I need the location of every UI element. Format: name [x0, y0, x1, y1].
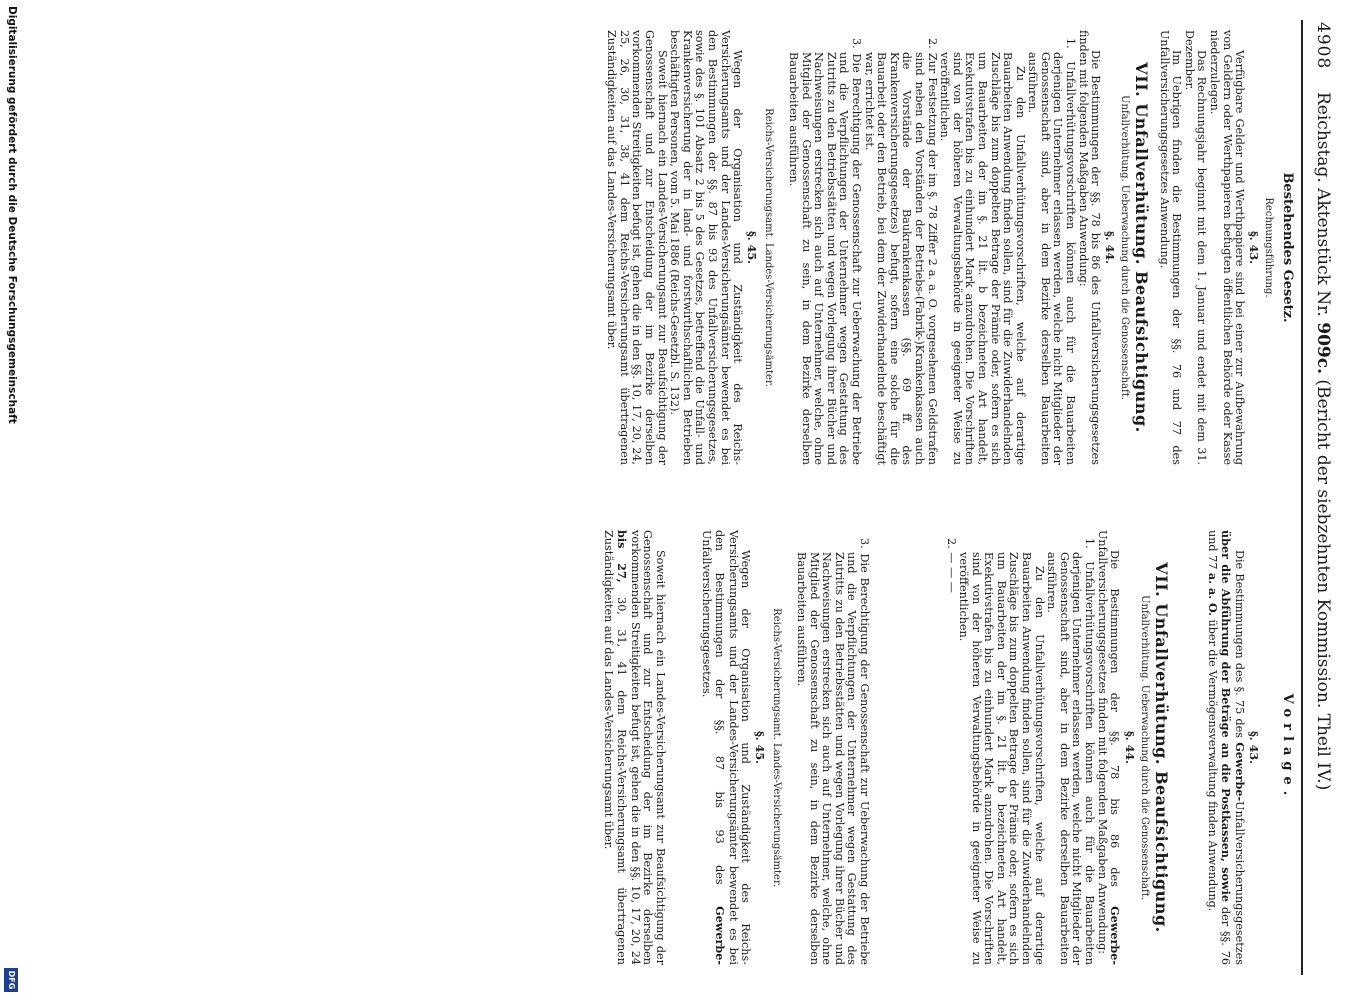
bold-run: Gewerbe-	[1108, 906, 1123, 965]
header-text-after: (Bericht der siebzehnten Kommission. Theil IV.)	[1313, 374, 1333, 791]
paragraph-text: Soweit hiernach ein Landes-Versicherungsamt zur Beaufsichtigung der Genossenschaft und zur Entscheidung der im Bezirke derselben vorkommenden Streitigkeiten befugt ist, gehen die in den §§. 10, 17, 20, 24, 25, 26, 30, 31, 38, 41 dem Reichs-Versicherungsamt übertragenen Zuständigkeiten auf das Landes-Versicherungsamt über.	[605, 30, 669, 465]
subheading: Rechnungsführung.	[1263, 197, 1275, 298]
list-item-continuation: Zu den Unfallverhütungsvorschriften, welche auf derartige Bauarbeiten Anwendung finden sollen, sind für die Zuwiderhandelnden Zuschläge bis zum doppelten Betrage der Prämie oder, sofern es sich um Bauarbeiten der im §. 21 lit. b bezeichneten Art handelt, Exekutivstrafen bis zu einhundert Mark anzudrohen. Die Vorschriften sind von der höheren Verwaltungsbehörde in geeigneter Weise zu veröffentlichen.	[957, 552, 1046, 965]
header-title	[1313, 92, 1333, 790]
paragraph-number: §. 43.	[1247, 730, 1262, 765]
paragraph-text: Die Bestimmungen der §§. 78 bis 86 des Unfallversicherungsgesetzes finden mit folgenden Maßgaben Anwendung:	[1076, 30, 1103, 465]
paragraph-text	[700, 530, 751, 965]
subheading-blank	[1262, 530, 1274, 965]
column-existing-law	[605, 30, 1295, 465]
digitization-note: Digitalisierung gefördert durch die Deutsche Forschungsgemeinschaft	[6, 6, 18, 424]
column-title: Vorlage.	[1280, 693, 1295, 802]
chapter-heading: VII. Unfallverhütung. Beaufsichtigung.	[1152, 562, 1172, 933]
list-item: 1. Unfallverhütungsvorschriften können auch für die Bauarbeiten derjenigen Unternehmer erlassen werden, welche nicht Mitglieder der Genossenschaft sind, aber in dem Bezirke derselben Bauarbeiten ausführen.	[1045, 538, 1097, 965]
bold-run: bis 27,	[615, 530, 630, 583]
list-item: 2. Zur Festsetzung der im §. 78 Ziffer 2 a. a. O. vorgesehenen Geldstrafen sind neben den Vorständen der Betriebs-(Fabrik-)Krankenkassen auch die Vorstände der Baukrankenkassen (§§. 69 ff. des Krankenversicherungsgesetzes) befugt, sofern eine solche für die Bauarbeit oder den Betrieb, bei dem der Zuwiderhandelnde beschäftigt war, errichtet ist.	[862, 38, 939, 465]
text-run: Wegen der Organisation und Zuständigkeit des Reichs-Versicherungsamts und der Landes-Versicherungsämter bewendet es bei den Bestimmungen der §§. 87 bis 93 des	[713, 530, 753, 965]
dfg-logo: DFG	[4, 968, 18, 992]
text-run: Die Bestimmungen des §. 75 des	[1232, 550, 1246, 743]
list-item: 3. Die Berechtigung der Genossenschaft zur Ueberwachung der Betriebe und die Verpflichtungen der Unternehmer wegen Gestattung des Zutritts zu den Betriebsstätten und wegen Vorlegung ihrer Bücher und Nachweisungen erstrecken sich auch auf Unternehmer, welche, ohne Mitglied der Genossenschaft zu sein, in dem Bezirke derselben Bauarbeiten ausführen.	[794, 538, 871, 965]
section-heading: Reichs-Versicherungsamt. Landes-Versicherungsämter.	[763, 108, 775, 387]
paragraph-number: §. 44.	[1102, 230, 1117, 265]
list-item-continuation: Zu den Unfallverhütungsvorschriften, welche auf derartige Bauarbeiten Anwendung finden sollen, sind für die Zuwiderhandelnden Zuschläge bis zum doppelten Betrage der Prämie oder, sofern es sich um Bauarbeiten der im §. 21 lit. b bezeichneten Art handelt, Exekutivstrafen bis zu einhundert Mark anzudrohen. Die Vorschriften sind von der höheren Verwaltungsbehörde in geeigneter Weise zu veröffentlichen.	[938, 52, 1027, 465]
text-run: über die Vermögensverwaltung finden Anwendung.	[1205, 615, 1219, 912]
bold-run: Gewerbe-	[713, 906, 727, 965]
chapter-subheading: Unfallverhütung. Ueberwachung durch die Genossenschaft.	[1139, 595, 1151, 900]
column-title: Bestehendes Gesetz.	[1280, 172, 1295, 323]
section-heading: Reichs-Versicherungsamt. Landes-Versicherungsämter.	[771, 608, 783, 887]
header-document-number: 909c.	[1313, 322, 1333, 375]
text-run: Unfallversicherungsgesetzes finden mit folgenden Maßgaben Anwendung:	[1095, 530, 1109, 955]
paragraph-text	[1095, 530, 1121, 965]
list-item: 1. Unfallverhütungsvorschriften können auch für die Bauarbeiten derjenigen Unternehmer erlassen werden, welche nicht Mitglieder der Genossenschaft sind, aber in dem Bezirke derselben Bauarbeiten ausführen.	[1026, 38, 1078, 465]
bold-run: a. a. O.	[1205, 572, 1220, 616]
header-rule	[1301, 20, 1303, 975]
header-text-before: Reichstag. Aktenstück Nr.	[1313, 92, 1333, 323]
text-run: Unfallversicherungsgesetzes.	[700, 530, 714, 698]
chapter-subheading: Unfallverhütung. Ueberwachung durch die Genossenschaft.	[1119, 95, 1131, 400]
page-number: 4908	[1313, 22, 1333, 70]
paragraph-number: §. 45.	[752, 730, 767, 765]
text-run: Unfallversicherungsgesetzes	[1232, 801, 1246, 965]
text-run: 30, 31, 41 dem Reichs-Versicherungsamt übertragenen Zuständigkeiten auf das Landes-Versicherungsamt über.	[602, 530, 629, 965]
paragraph-text: Im Uebrigen finden die Bestimmungen der §§. 76 und 77 des Unfallversicherungsgesetzes Anwendung.	[1157, 30, 1184, 465]
paragraph-text: Das Rechnungsjahr beginnt mit dem 1. Januar und endet mit dem 31. Dezember.	[1182, 30, 1209, 465]
paragraph-number: §. 43.	[1246, 230, 1261, 265]
column-proposal	[602, 530, 1295, 965]
digitization-footer	[2, 0, 18, 1000]
paragraph-text	[1205, 530, 1246, 965]
page-header	[1307, 22, 1333, 972]
bold-run: Gewerbe-	[1232, 742, 1247, 802]
text-run: der §§. 76 und 77	[1205, 530, 1233, 965]
list-item: 2. — — —	[944, 538, 958, 593]
bold-run: über die Abführung der Beträge an die Postkassen, sowie	[1219, 530, 1234, 902]
paragraph-text: Wegen der Organisation und Zuständigkeit des Reichs-Versicherungsamts und der Landes-Versicherungsämter bewendet es bei den Bestimmungen der §§. 87 bis 93 des Unfallversicherungsgesetzes, sowie des §. 101 Absatz 2 bis 5 des Gesetzes, betreffend die Unfall- und Krankenversicherung der in land- und forstwirthschaftlichen Betrieben beschäftigten Personen, vom 5. Mai 1886 (Reichs-Gesetzbl. S. 132).	[668, 30, 745, 465]
text-run: Soweit hiernach ein Landes-Versicherungsamt zur Beaufsichtigung der Genossenschaft und zur Entscheidung der im Bezirke derselben vorkommenden Streitigkeiten befugt ist, gehen die in den §§. 10, 17, 20, 24	[628, 530, 667, 965]
chapter-heading: VII. Unfallverhütung. Beaufsichtigung.	[1132, 62, 1152, 433]
text-run: Die Bestimmungen der §§. 78 bis 86 des	[1108, 550, 1122, 907]
paragraph-number: §. 45.	[744, 230, 759, 265]
paragraph-text	[602, 530, 666, 965]
list-item: 3. Die Berechtigung der Genossenschaft zur Ueberwachung der Betriebe und die Verpflichtungen der Unternehmer wegen Gestattung des Zutritts zu den Betriebsstätten und wegen Vorlegung ihrer Bücher und Nachweisungen erstrecken sich auch auf Unternehmer, welche, ohne Mitglied der Genossenschaft zu sein, in dem Bezirke derselben Bauarbeiten ausführen.	[787, 38, 863, 465]
paragraph-text: Verfügbare Gelder und Werthpapiere sind bei einer zur Aufbewahrung von Geldern oder Werthpapieren befugten öffentlichen Behörde oder Kasse niederzulegen.	[1208, 30, 1247, 465]
paragraph-number: §. 44.	[1122, 730, 1137, 765]
